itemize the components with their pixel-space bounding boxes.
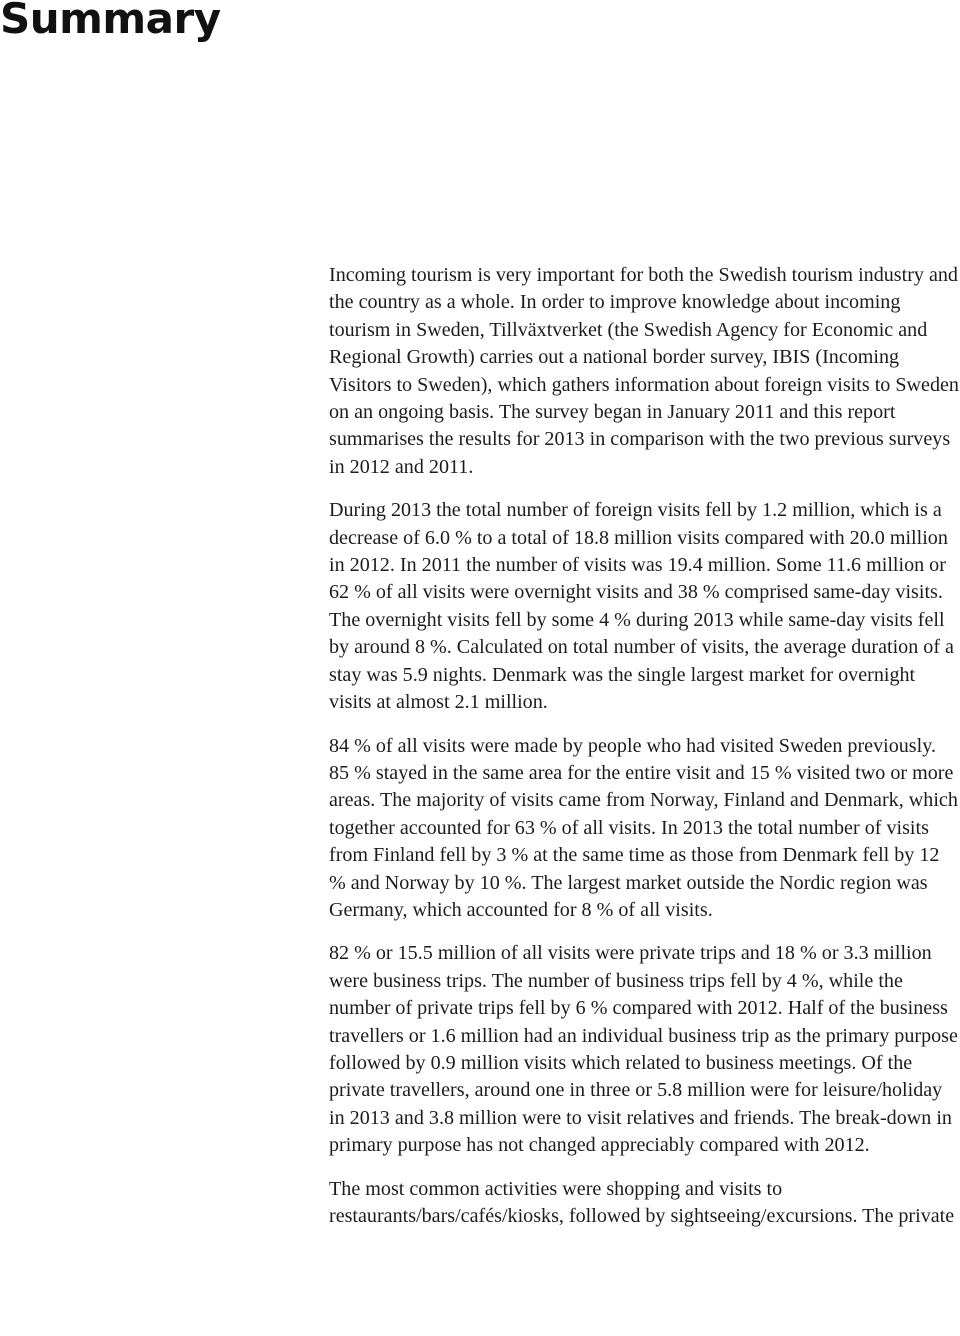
- paragraph-origin: 84 % of all visits were made by people who had visited Sweden previously. 85 % stayed in the same area for the entire visit and 15 % visited two or more areas. The majority of visits came from Norway, Finland and Denmark, which together accounted for 63 % of all visits. In 2013 the total number of visits from Finland fell by 3 % at the same time as those from Denmark fell by 12 % and Norway by 10 %. The largest market outside the Nordic region was Germany, which accounted for 8 % of all visits.: [329, 734, 958, 921]
- paragraph-intro: Incoming tourism is very important for both the Swedish tourism industry and the country as a whole. In order to improve knowledge about incoming tourism in Sweden, Tillväxtverket (the Swedish Agency for Economic and Regional Growth) carries out a national border survey, IBIS (Incoming Visitors to Sweden), which gathers information about foreign visits to Sweden on an ongoing basis. The survey began in January 2011 and this report summarises the results for 2013 in comparison with the two previous surveys in 2012 and 2011.: [329, 264, 959, 478]
- paragraph-activities: The most common activities were shopping and visits to restaurants/bars/cafés/kiosks, followed by sightseeing/excursions. The private: [329, 1177, 955, 1227]
- paragraph-purpose: 82 % or 15.5 million of all visits were private trips and 18 % or 3.3 million were business trips. The number of business trips fell by 4 %, while the number of private trips fell by 6 % compared with 2012. Half of the business travellers or 1.6 million had an individual business trip as the primary purpose followed by 0.9 million visits which related to business meetings. Of the private travellers, around one in three or 5.8 million were for leisure/holiday in 2013 and 3.8 million were to visit relatives and friends. The break-down in primary purpose has not changed appreciably compared with 2012.: [329, 942, 958, 1157]
- document-body: [329, 262, 959, 1246]
- page-title: Summary: [0, 0, 221, 43]
- paragraph-visits: During 2013 the total number of foreign visits fell by 1.2 million, which is a decrease of 6.0 % to a total of 18.8 million visits compared with 20.0 million in 2012. In 2011 the number of visits was 19.4 million. Some 11.6 million or 62 % of all visits were overnight visits and 38 % comprised same-day visits. The overnight visits fell by some 4 % during 2013 while same-day visits fell by around 8 %. Calculated on total number of visits, the average duration of a stay was 5.9 nights. Denmark was the single largest market for overnight visits at almost 2.1 million.: [329, 499, 954, 714]
